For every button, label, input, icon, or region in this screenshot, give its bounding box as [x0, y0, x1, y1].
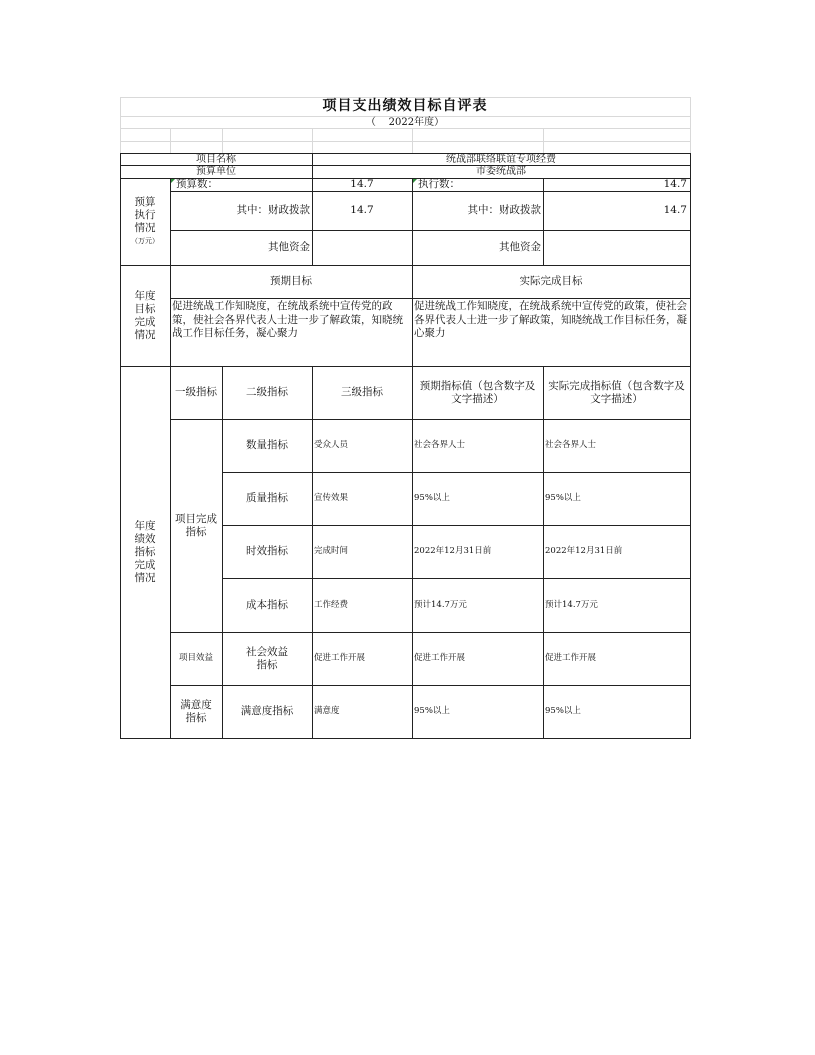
header-actual-value: 实际完成指标值（包含数字及文字描述） [548, 379, 685, 405]
budget-unit-label: 预算单位 [196, 166, 236, 177]
header-level2: 二级指标 [246, 386, 288, 398]
satisfaction-l1: 满意度 指标 [180, 698, 212, 724]
benefit-l1: 项目效益 [178, 653, 213, 663]
row-quality-actual: 95%以上 [545, 493, 581, 503]
cell-comment-marker [413, 179, 417, 183]
budget-amount-label: 预算数： [176, 178, 218, 190]
row-cost-l3: 工作经费 [314, 599, 349, 610]
output-indicator-group: 项目完成 指标 [175, 512, 217, 538]
benefit-l2: 社会效益 指标 [246, 645, 288, 671]
row-quality-l2: 质量指标 [246, 492, 288, 504]
row-cost-actual: 预计14.7万元 [545, 599, 598, 610]
row-quantity-l3: 受众人员 [314, 440, 349, 450]
row-timeliness-expected: 2022年12月31日前 [414, 546, 492, 556]
budget-section-unit: （万元） [131, 236, 159, 245]
other-funds-exec-label: 其他资金 [499, 241, 541, 253]
other-funds-label: 其他资金 [268, 241, 310, 253]
row-timeliness-l3: 完成时间 [314, 546, 349, 556]
indicators-section-label: 年度 绩效 指标 完成 情况 [134, 519, 156, 584]
row-quality-l3: 宣传效果 [314, 493, 349, 503]
row-quantity-actual: 社会各界人士 [545, 440, 597, 450]
row-cost-l2: 成本指标 [246, 598, 288, 611]
budget-unit-value: 市委统战部 [476, 166, 526, 177]
budget-section-label [120, 178, 170, 265]
goals-section-label: 年度 目标 完成 情况 [134, 289, 156, 341]
satisfaction-l3: 满意度 [314, 706, 340, 716]
row-cost-expected: 预计14.7万元 [414, 599, 467, 610]
budget-section-title: 预算 执行 情况 [134, 195, 156, 234]
expected-goal-header: 预期目标 [270, 275, 312, 287]
header-expected-value: 预期指标值（包含数字及文字描述） [419, 379, 536, 405]
actual-goal-text: 促进统战工作知晓度，在统战系统中宣传党的政策，使社会各界代表人士进一步了解政策，知晓统战工作目标任务，凝心聚力 [414, 300, 687, 339]
row-quantity-l2: 数量指标 [246, 439, 288, 451]
fiscal-allocation-exec-label: 其中：财政拨款 [467, 204, 541, 216]
budget-amount-value: 14.7 [350, 178, 374, 190]
expected-goal-text: 促进统战工作知晓度，在统战系统中宣传党的政策，使社会各界代表人士进一步了解政策，知晓统战工作目标任务，凝心聚力 [172, 300, 403, 339]
page-title: 项目支出绩效目标自评表 [322, 98, 488, 114]
fiscal-allocation-exec: 14.7 [663, 204, 687, 216]
satisfaction-actual: 95%以上 [545, 706, 581, 716]
fiscal-allocation-budget: 14.7 [350, 204, 374, 216]
fiscal-year: （ 2022年度） [365, 116, 445, 128]
project-name-value: 统战部联络联谊专项经费 [446, 153, 556, 165]
exec-amount-value: 14.7 [663, 178, 687, 190]
project-name-label: 项目名称 [196, 153, 236, 165]
row-quality-expected: 95%以上 [414, 493, 450, 503]
header-level3: 三级指标 [341, 386, 383, 398]
satisfaction-l2: 满意度指标 [240, 705, 294, 717]
cell-comment-marker [171, 179, 175, 183]
benefit-expected: 促进工作开展 [414, 653, 466, 663]
satisfaction-expected: 95%以上 [414, 706, 450, 716]
row-timeliness-actual: 2022年12月31日前 [545, 546, 623, 556]
exec-amount-label: 执行数： [418, 178, 460, 190]
actual-goal-header: 实际完成目标 [519, 275, 583, 287]
header-level1: 一级指标 [175, 386, 217, 398]
benefit-actual: 促进工作开展 [545, 653, 597, 663]
benefit-l3: 促进工作开展 [314, 653, 366, 663]
row-quantity-expected: 社会各界人士 [414, 440, 466, 450]
row-timeliness-l2: 时效指标 [246, 545, 288, 557]
fiscal-allocation-label: 其中：财政拨款 [236, 204, 310, 216]
